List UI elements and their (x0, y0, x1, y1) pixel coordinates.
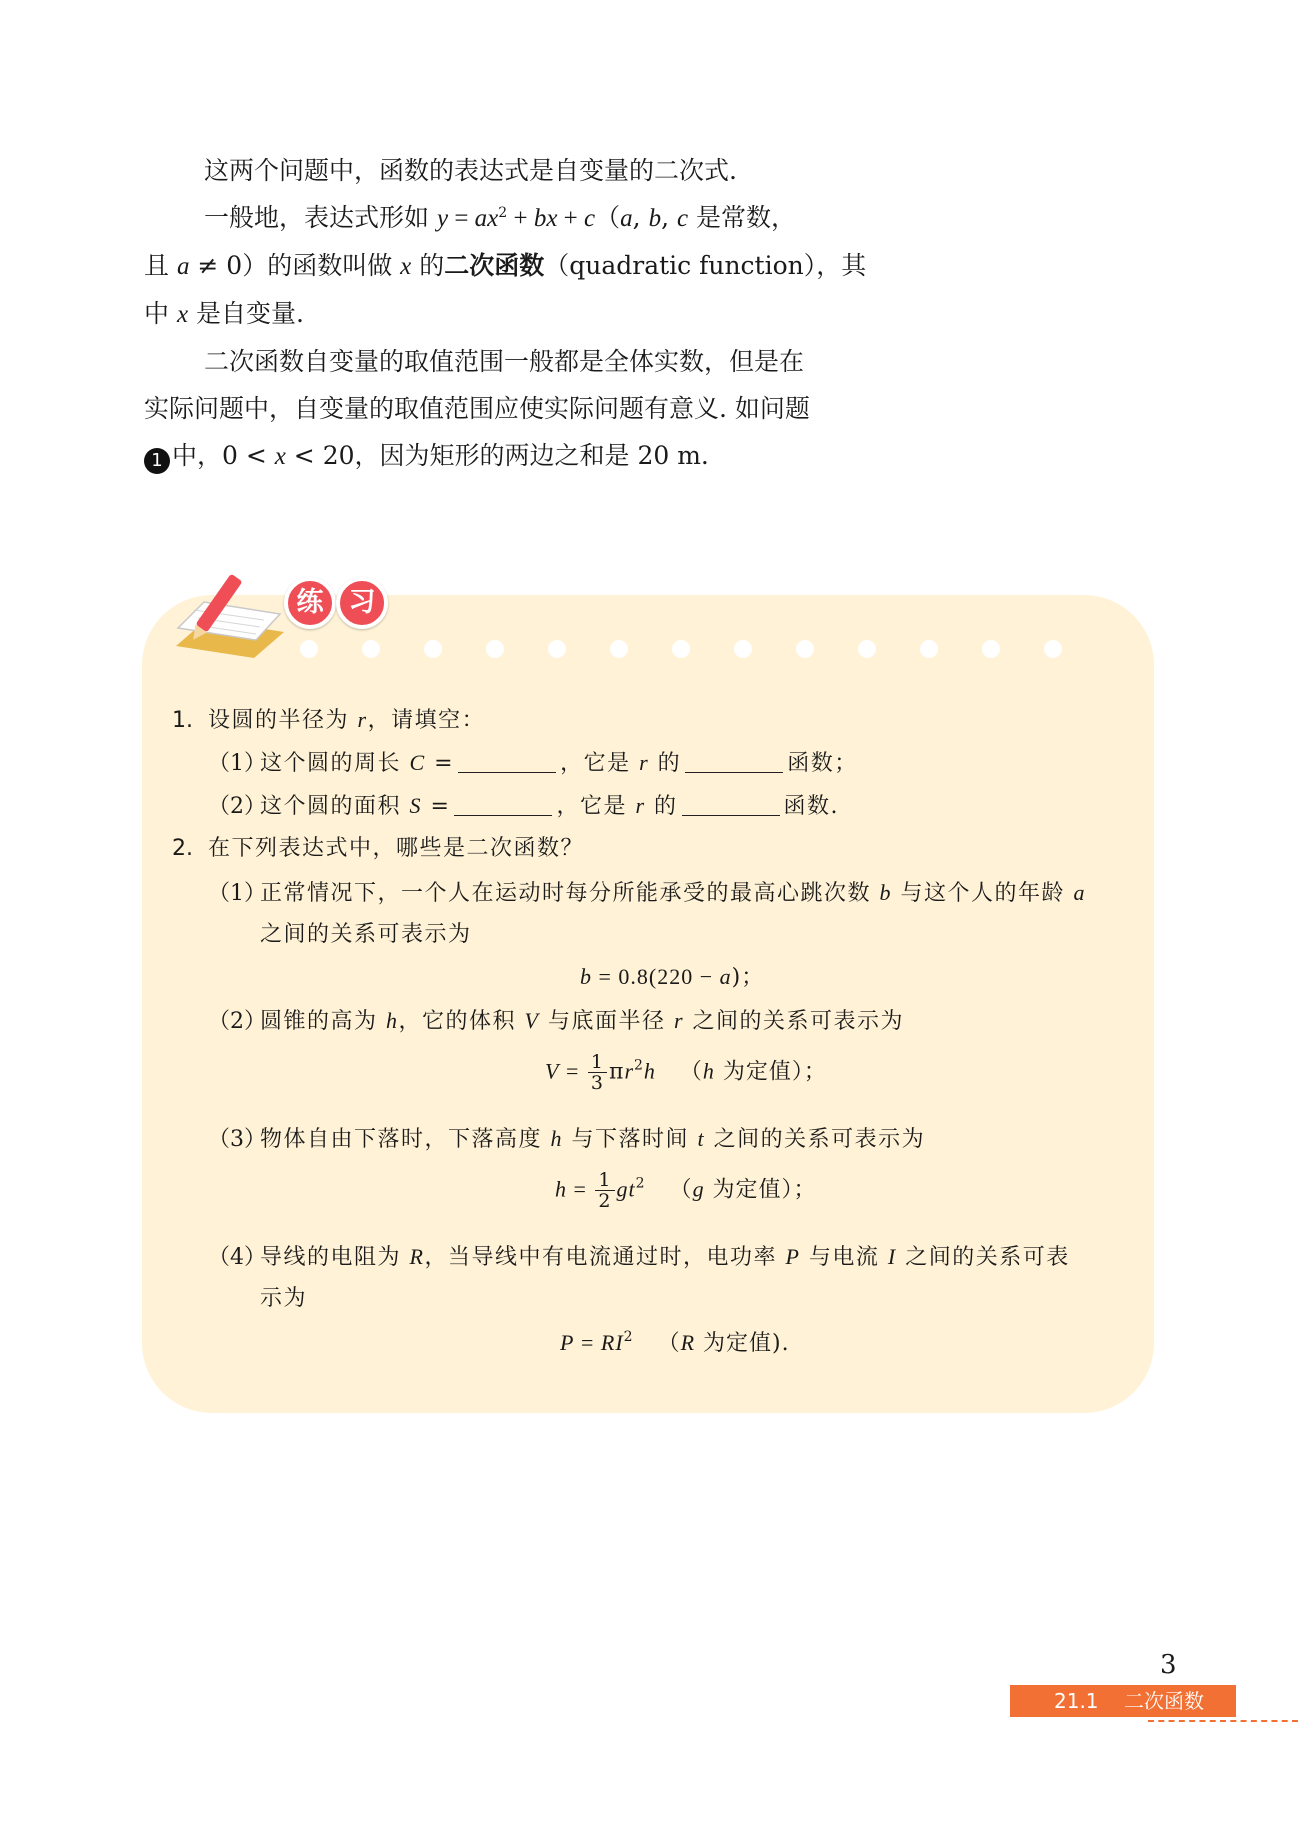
text: 物体自由下落时，下落高度 (260, 1127, 551, 1152)
var: g (692, 1176, 705, 1202)
paragraph-3 (144, 338, 884, 385)
dot (610, 640, 628, 658)
text: 圆锥的高为 (260, 1009, 386, 1034)
sub-number: （4） (208, 1245, 266, 1270)
formula-4 (560, 1328, 790, 1359)
dot (796, 640, 814, 658)
answer-blank[interactable] (682, 791, 780, 816)
text: ，它是 (556, 794, 636, 819)
text: 中 (144, 299, 177, 328)
var: R (600, 1330, 616, 1355)
var: r (673, 1008, 685, 1033)
question-1-1 (208, 748, 1168, 779)
superscript: 2 (623, 1329, 634, 1345)
text: = (425, 751, 455, 776)
text: （ (657, 1331, 681, 1356)
var: h (386, 1008, 399, 1033)
text: 与这个人的年龄 (892, 881, 1074, 906)
question-2-2 (208, 1006, 1168, 1037)
dot (982, 640, 1000, 658)
dot (1044, 640, 1062, 658)
question-2-4-cont (260, 1284, 1220, 1314)
answer-blank[interactable] (685, 748, 783, 773)
var: a (620, 205, 633, 232)
text: = 0.8(220 − (592, 964, 720, 989)
text: （ (679, 1059, 703, 1085)
text: 与下落时间 (563, 1127, 698, 1152)
dot (920, 640, 938, 658)
question-2-1-cont (260, 920, 1220, 950)
var: t (697, 1126, 706, 1151)
var: x (176, 301, 189, 328)
term-quadratic-function: 二次函数 (444, 251, 545, 280)
text: 为定值). (695, 1331, 790, 1356)
text: 这个圆的周长 (260, 751, 410, 776)
text: 的 (645, 794, 678, 819)
question-number: 2. (172, 836, 193, 861)
var: x (274, 443, 286, 470)
pencil-paper-icon (160, 568, 290, 678)
text: 是常数， (688, 203, 797, 232)
var: h (643, 1058, 656, 1084)
text: 是自变量. (188, 299, 304, 328)
text: 之间的关系可表示为 (260, 922, 472, 947)
section-number: 21.1 (1054, 1689, 1099, 1713)
fraction (595, 1170, 614, 1211)
section-tab (1010, 1685, 1236, 1717)
section-title: 二次函数 (1124, 1689, 1204, 1713)
question-2-4 (208, 1242, 1168, 1273)
text: = (448, 205, 475, 232)
question-1-2 (208, 791, 1168, 822)
exercise-badge-lian: 练 (284, 577, 336, 629)
var: b (580, 964, 592, 989)
question-1 (172, 705, 1132, 736)
var: h (550, 1126, 563, 1151)
numerator: 1 (588, 1052, 607, 1073)
var: h (702, 1058, 715, 1084)
question-2 (172, 834, 1132, 864)
text: 为定值）； (704, 1177, 817, 1203)
var: y (436, 205, 449, 232)
var: r (639, 750, 650, 775)
text: < 20，因为矩形的两边之和是 20 m. (285, 441, 709, 470)
var: R (409, 1244, 425, 1269)
var: r (635, 793, 646, 818)
text: 中，0 < (172, 441, 275, 470)
page-number: 3 (1160, 1650, 1177, 1680)
text: ，当导线中有电流通过时，电功率 (424, 1245, 786, 1270)
text: 的 (649, 751, 682, 776)
var: x (400, 253, 412, 280)
var: t (628, 1176, 636, 1202)
dot (858, 640, 876, 658)
text: = (567, 1176, 594, 1202)
var: g (616, 1176, 629, 1202)
dot (300, 640, 318, 658)
text: 为定值）； (714, 1059, 827, 1085)
var: b (648, 205, 662, 232)
text: 这个圆的面积 (260, 794, 410, 819)
text: + (557, 205, 585, 232)
sub-number: （1） (208, 881, 266, 906)
text: （quadratic function），其 (544, 251, 867, 280)
text: 在下列表达式中，哪些是二次函数？ (208, 836, 585, 861)
text: + (507, 205, 534, 232)
var: r (624, 1058, 634, 1084)
var: V (524, 1008, 540, 1033)
var: I (887, 1244, 897, 1269)
text: 这两个问题中，函数的表达式是自变量的二次式. (204, 156, 737, 185)
fraction (588, 1052, 607, 1093)
question-2-1 (208, 878, 1168, 909)
denominator: 3 (590, 1072, 604, 1094)
var: a (719, 964, 732, 989)
text: 一般地，表达式形如 (204, 203, 437, 232)
var: R (680, 1330, 696, 1355)
text: ，它的体积 (398, 1009, 525, 1034)
numerator: 1 (595, 1170, 614, 1191)
text: 示为 (260, 1286, 308, 1311)
text: ≠ 0）的函数叫做 (189, 251, 401, 280)
var: c (676, 205, 689, 232)
var: I (615, 1330, 624, 1355)
question-2-3 (208, 1124, 1168, 1155)
denominator: 2 (598, 1190, 612, 1212)
footer-dashed-line (1148, 1720, 1298, 1722)
text: )； (731, 965, 765, 990)
text: 之间的关系可表示为 (705, 1127, 926, 1152)
sub-number: （1） (208, 751, 266, 776)
paragraph-1 (144, 147, 884, 194)
text: 实际问题中，自变量的取值范围应使实际问题有意义. 如问题 (144, 394, 810, 423)
question-number: 1. (172, 708, 193, 733)
var: S (409, 793, 422, 818)
sub-number: （2） (208, 794, 266, 819)
answer-blank[interactable] (454, 791, 552, 816)
superscript: 2 (635, 1175, 646, 1192)
superscript: 2 (498, 205, 508, 221)
formula-1 (580, 962, 764, 993)
formula-3 (555, 1170, 817, 1211)
text: , (661, 203, 677, 232)
text: 设圆的半径为 (208, 708, 358, 733)
circled-number: 1 (144, 448, 170, 474)
var: a (176, 253, 190, 280)
text: 函数； (787, 751, 858, 776)
text: , (632, 203, 649, 232)
text: （ (669, 1177, 693, 1203)
var: b (879, 880, 892, 905)
text: 的 (411, 251, 445, 280)
var: ax (474, 205, 499, 232)
text: ，请填空： (367, 708, 486, 733)
text: = (574, 1330, 601, 1355)
dot (486, 640, 504, 658)
text: = (422, 794, 451, 819)
pi: π (608, 1059, 625, 1085)
dot (362, 640, 380, 658)
paragraph-2 (144, 194, 884, 338)
dot (734, 640, 752, 658)
text: 二次函数自变量的取值范围一般都是全体实数，但是在 (204, 347, 805, 376)
sub-number: （3） (208, 1127, 266, 1152)
var: P (785, 1244, 801, 1269)
answer-blank[interactable] (458, 748, 556, 773)
paragraph-3-cont (144, 385, 884, 480)
formula-2 (545, 1052, 827, 1093)
var: c (584, 205, 596, 232)
superscript: 2 (634, 1057, 644, 1074)
var: a (1073, 880, 1086, 905)
text: 与电流 (800, 1245, 888, 1270)
var: V (545, 1058, 560, 1084)
var: C (409, 750, 426, 775)
text: = (559, 1058, 586, 1084)
text: 导线的电阻为 (260, 1245, 410, 1270)
var: bx (533, 205, 558, 232)
text: 之间的关系可表示为 (684, 1009, 905, 1034)
text: 之间的关系可表 (896, 1245, 1070, 1270)
text: 正常情况下，一个人在运动时每分所能承受的最高心跳次数 (260, 881, 880, 906)
text: 与底面半径 (539, 1009, 674, 1034)
exercise-badge-xi: 习 (336, 577, 388, 629)
var: r (357, 707, 368, 732)
text: （ (595, 203, 621, 232)
text: 且 (144, 251, 177, 280)
dot (548, 640, 566, 658)
var: h (555, 1176, 567, 1202)
sub-number: （2） (208, 1009, 266, 1034)
text: 函数. (783, 794, 839, 819)
var: P (560, 1330, 575, 1355)
text: ，它是 (560, 751, 640, 776)
dot (672, 640, 690, 658)
body-text (144, 147, 884, 480)
dot (424, 640, 442, 658)
